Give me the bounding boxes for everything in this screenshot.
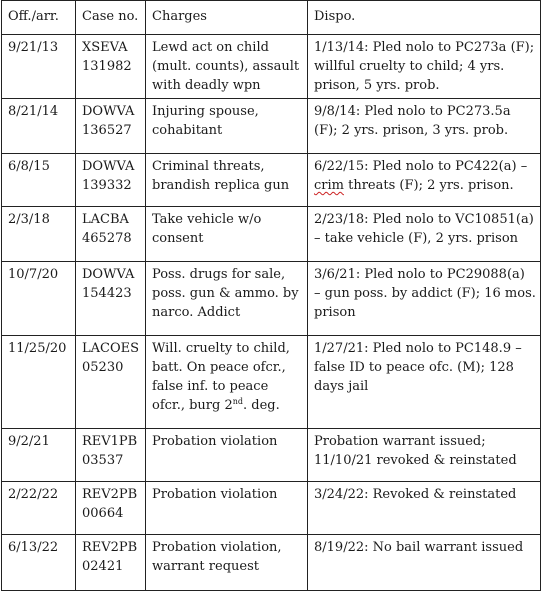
- case-number-cell: [76, 429, 146, 482]
- charges-cell: [146, 336, 308, 429]
- offense-date-cell: 9/2/21: [2, 429, 76, 482]
- case-number-cell: [76, 207, 146, 262]
- offense-date-cell: 2/3/18: [2, 207, 76, 262]
- disposition-cell: [308, 336, 541, 429]
- dispo-line: – gun poss. by addict (F); 16 mos.: [314, 286, 536, 301]
- dispo-line: 8/19/22: No bail warrant issued: [314, 540, 524, 555]
- charges-cell: [146, 535, 308, 591]
- dispo-line: 3/24/22: Revoked & reinstated: [314, 487, 517, 502]
- offense-date-cell: 10/7/20: [2, 262, 76, 336]
- charges-line: Will. cruelty to child,: [152, 341, 290, 356]
- charges-cell: [146, 35, 308, 99]
- dispo-line: (F); 2 yrs. prison, 3 yrs. prob.: [314, 123, 509, 138]
- case-number: 154423: [82, 286, 132, 301]
- case-number-cell: [76, 336, 146, 429]
- charges-line: cohabitant: [152, 123, 223, 138]
- case-number-cell: [76, 482, 146, 535]
- table-row: [2, 262, 541, 336]
- case-prefix: LACOES: [82, 341, 140, 356]
- case-number: 02421: [82, 559, 124, 574]
- case-prefix: REV2PB: [82, 487, 138, 502]
- dispo-line: Probation warrant issued;: [314, 434, 486, 449]
- case-number-cell: [76, 262, 146, 336]
- charges-cell: [146, 262, 308, 336]
- disposition-cell: [308, 35, 541, 99]
- case-prefix: REV1PB: [82, 434, 138, 449]
- case-number-cell: [76, 99, 146, 154]
- spellcheck-underlined-word: crim: [314, 178, 344, 193]
- offense-date-cell: 9/21/13: [2, 35, 76, 99]
- case-number: 136527: [82, 123, 132, 138]
- ordinal-superscript: nd: [232, 397, 244, 406]
- case-number: 05230: [82, 360, 124, 375]
- dispo-line: – take vehicle (F), 2 yrs. prison: [314, 231, 519, 246]
- charges-line: Probation violation,: [152, 540, 282, 555]
- table-row: [2, 482, 541, 535]
- case-number-cell: [76, 154, 146, 207]
- charges-cell: [146, 207, 308, 262]
- charges-line: narco. Addict: [152, 305, 241, 320]
- offense-date-cell: 8/21/14: [2, 99, 76, 154]
- case-prefix: REV2PB: [82, 540, 138, 555]
- case-prefix: XSEVA: [82, 40, 128, 55]
- disposition-cell: [308, 207, 541, 262]
- dispo-line: 2/23/18: Pled nolo to VC10851(a): [314, 212, 534, 227]
- offense-date-cell: 6/8/15: [2, 154, 76, 207]
- table-row: [2, 154, 541, 207]
- charges-line-text-end: . deg.: [243, 398, 280, 413]
- charges-line: (mult. counts), assault: [152, 59, 300, 74]
- charges-cell: [146, 429, 308, 482]
- case-number-cell: [76, 535, 146, 591]
- charges-line: with deadly wpn: [152, 78, 261, 93]
- dispo-line: 9/8/14: Pled nolo to PC273.5a: [314, 104, 511, 119]
- case-number: 03537: [82, 453, 124, 468]
- offense-date-cell: 2/22/22: [2, 482, 76, 535]
- charges-line: warrant request: [152, 559, 259, 574]
- case-prefix: DOWVA: [82, 104, 135, 119]
- case-number: 131982: [82, 59, 132, 74]
- case-number: 139332: [82, 178, 132, 193]
- offense-date-cell: 6/13/22: [2, 535, 76, 591]
- case-number: 00664: [82, 506, 124, 521]
- header-row: [2, 1, 541, 35]
- dispo-line: 1/13/14: Pled nolo to PC273a (F);: [314, 40, 535, 55]
- dispo-line: 1/27/21: Pled nolo to PC148.9 –: [314, 341, 522, 356]
- table-row: [2, 99, 541, 154]
- charges-line: brandish replica gun: [152, 178, 290, 193]
- dispo-line: prison, 5 yrs. prob.: [314, 78, 440, 93]
- charges-line: Injuring spouse,: [152, 104, 259, 119]
- dispo-line: willful cruelty to child; 4 yrs.: [314, 59, 505, 74]
- table-row: [2, 429, 541, 482]
- charges-line: Probation violation: [152, 487, 278, 502]
- charges-line: false inf. to peace: [152, 379, 269, 394]
- table-row: [2, 336, 541, 429]
- table-row: [2, 535, 541, 591]
- charges-line: Criminal threats,: [152, 159, 265, 174]
- charges-line: batt. On peace ofcr.,: [152, 360, 286, 375]
- header-case-number: Case no.: [76, 1, 146, 35]
- disposition-cell: [308, 429, 541, 482]
- header-offense-date: Off./arr.: [2, 1, 76, 35]
- dispo-line: [314, 176, 534, 195]
- disposition-cell: [308, 482, 541, 535]
- table-row: [2, 35, 541, 99]
- case-number-cell: [76, 35, 146, 99]
- case-number: 465278: [82, 231, 132, 246]
- dispo-line: days jail: [314, 379, 369, 394]
- table-row: [2, 207, 541, 262]
- charges-line: Probation violation: [152, 434, 278, 449]
- charges-line: consent: [152, 231, 204, 246]
- disposition-cell: [308, 262, 541, 336]
- charges-line: [152, 396, 301, 415]
- dispo-line-rest: threats (F); 2 yrs. prison.: [343, 178, 514, 193]
- case-prefix: DOWVA: [82, 159, 135, 174]
- dispo-line: prison: [314, 305, 356, 320]
- charges-line: Poss. drugs for sale,: [152, 267, 286, 282]
- charges-line: poss. gun & ammo. by: [152, 286, 299, 301]
- dispo-line: false ID to peace ofc. (M); 128: [314, 360, 514, 375]
- dispo-line: 11/10/21 revoked & reinstated: [314, 453, 517, 468]
- header-charges: Charges: [146, 1, 308, 35]
- header-disposition: Dispo.: [308, 1, 541, 35]
- disposition-cell: [308, 535, 541, 591]
- charges-line: Lewd act on child: [152, 40, 269, 55]
- case-prefix: DOWVA: [82, 267, 135, 282]
- offense-date-cell: 11/25/20: [2, 336, 76, 429]
- case-prefix: LACBA: [82, 212, 129, 227]
- criminal-history-table: [1, 0, 541, 591]
- charges-cell: [146, 154, 308, 207]
- disposition-cell: [308, 154, 541, 207]
- charges-line-text: ofcr., burg 2: [152, 398, 233, 413]
- charges-line: Take vehicle w/o: [152, 212, 262, 227]
- charges-cell: [146, 482, 308, 535]
- charges-cell: [146, 99, 308, 154]
- dispo-line: 3/6/21: Pled nolo to PC29088(a): [314, 267, 525, 282]
- dispo-line: 6/22/15: Pled nolo to PC422(a) –: [314, 159, 528, 174]
- disposition-cell: [308, 99, 541, 154]
